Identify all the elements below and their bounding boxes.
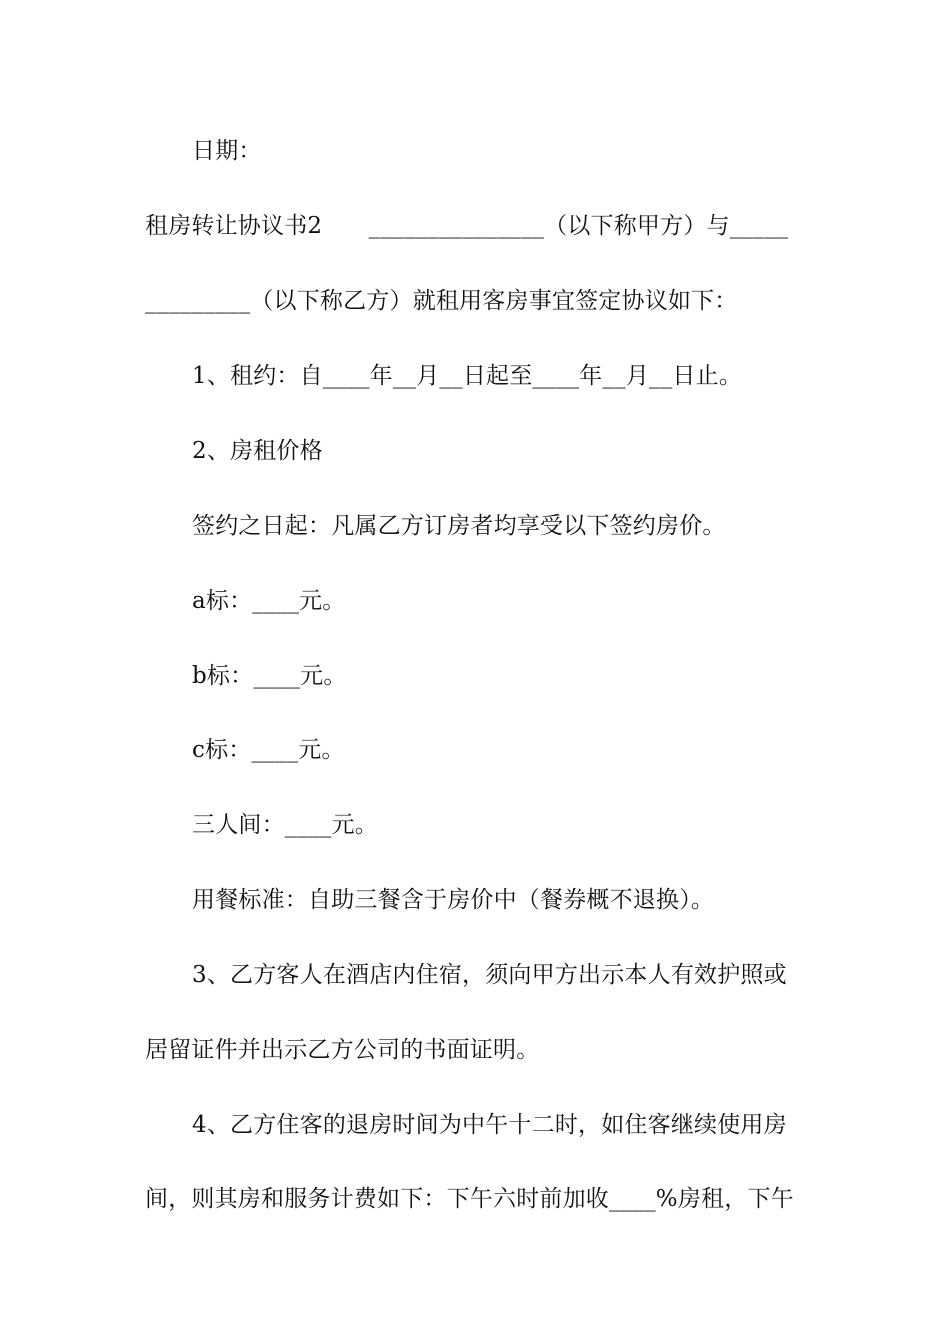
party-b-line: _________（以下称乙方）就租用客房事宜签定协议如下： [145, 288, 738, 314]
clause-3-line-2: 居留证件并出示乙方公司的书面证明。 [145, 1037, 540, 1063]
price-triple-room: 三人间：____元。 [192, 812, 378, 838]
clause-4-line-1: 4、乙方住客的退房时间为中午十二时，如住客继续使用房 [192, 1112, 787, 1138]
clause-2-intro: 签约之日起：凡属乙方订房者均享受以下签约房价。 [192, 513, 726, 539]
meal-standard: 用餐标准：自助三餐含于房价中（餐券概不退换）。 [192, 887, 715, 913]
price-b-standard: b标：____元。 [192, 663, 347, 689]
clause-1-lease-term: 1、租约：自____年__月__日起至____年__月__日止。 [192, 363, 743, 389]
clause-2-heading: 2、房租价格 [192, 438, 323, 464]
date-line: 日期： [192, 138, 262, 164]
price-a-standard: a标：____元。 [192, 588, 346, 614]
price-c-standard: c标：____元。 [192, 737, 345, 763]
clause-4-line-2: 间，则其房和服务计费如下：下午六时前加收____%房租，下午 [145, 1186, 794, 1212]
clause-3-line-1: 3、乙方客人在酒店内住宿，须向甲方出示本人有效护照或 [192, 962, 787, 988]
title-party-a-line: 租房转让协议书2 _______________（以下称甲方）与_____ [145, 213, 789, 239]
